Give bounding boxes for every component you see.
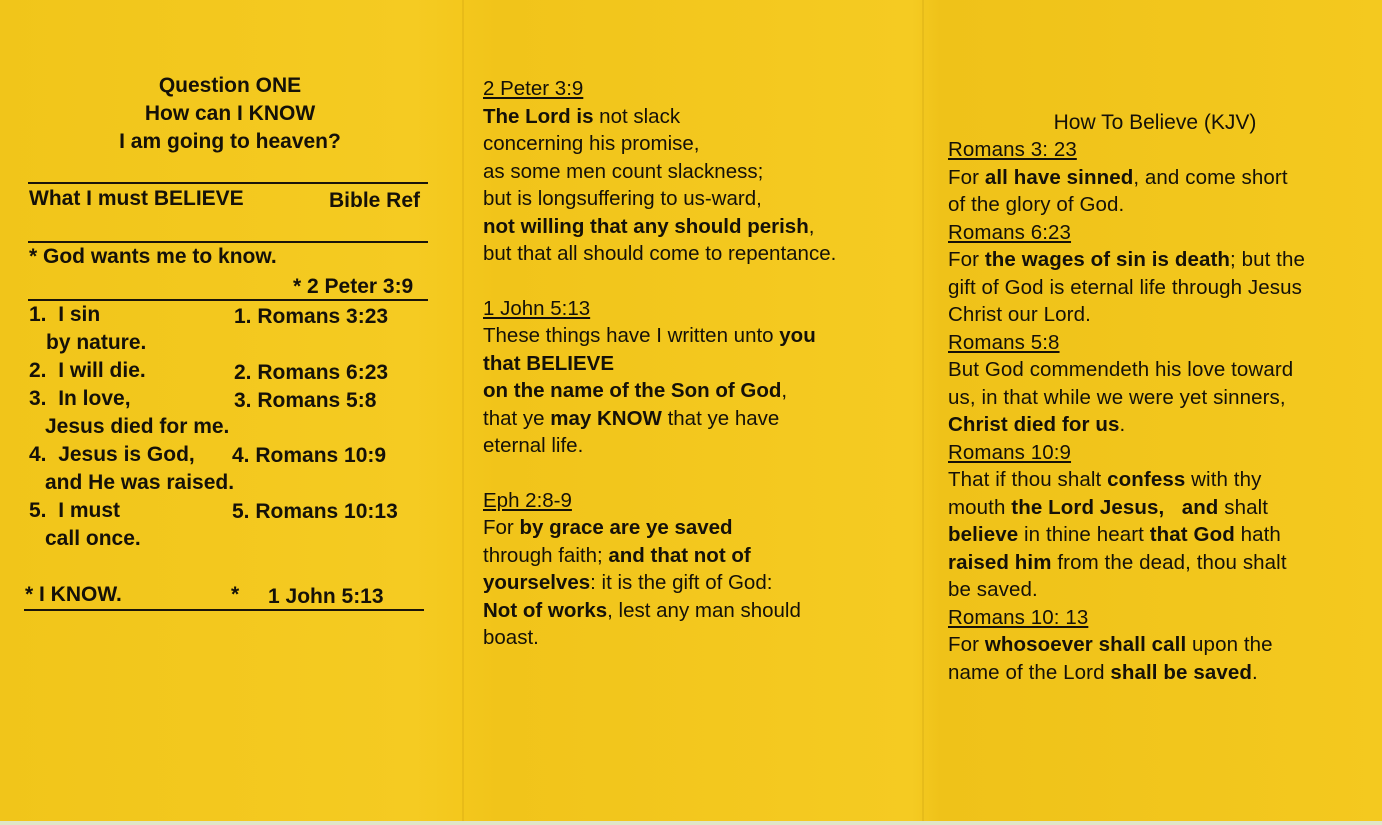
verse-text: But God commendeth his love toward	[948, 358, 1294, 381]
verse-text: ,	[781, 379, 788, 402]
verse-line	[483, 569, 836, 597]
verse-romans-10-9	[948, 466, 1305, 604]
verse-line	[483, 213, 836, 241]
verse-text: .	[1119, 413, 1126, 436]
verse-text: eternal life.	[483, 434, 584, 457]
footer-reference: 1 John 5:13	[268, 585, 384, 608]
verse-text: boast.	[483, 626, 539, 649]
verse-romans-5-8	[948, 356, 1305, 439]
verse-text: be saved.	[948, 578, 1038, 601]
item-3-ref: 3. Romans 5:8	[234, 389, 377, 412]
item-number: 2.	[29, 359, 47, 382]
item-4-ref: 4. Romans 10:9	[232, 444, 387, 467]
verse-line	[483, 240, 836, 268]
header-left: What I must BELIEVE	[29, 187, 244, 210]
verse-text: For	[483, 516, 520, 539]
verse-line	[483, 432, 836, 460]
verse-text: For	[948, 165, 985, 189]
item-text: Jesus is God,	[58, 443, 195, 466]
verse-line	[483, 624, 836, 652]
item-1	[29, 301, 100, 329]
verse-text: but that all should come to repentance.	[483, 242, 837, 265]
verse-text-bold: the wages of sin is death	[984, 248, 1230, 271]
verse-line	[948, 164, 1305, 192]
verse-text: These things have I written unto	[483, 324, 780, 347]
verse-line	[483, 405, 836, 433]
verse-text: upon the	[1186, 633, 1273, 656]
verse-text: concerning his promise,	[483, 132, 700, 155]
verse-text: hath	[1234, 523, 1281, 546]
verse-text: that ye have	[661, 406, 780, 430]
verse-line	[948, 631, 1305, 659]
verse-text: that ye	[483, 406, 551, 430]
verse-line	[483, 377, 836, 405]
verse-text: .	[1251, 660, 1258, 684]
verse-romans-6-23	[948, 246, 1305, 329]
verse-line	[483, 322, 836, 350]
verse-ref-romans-5-8: Romans 5:8	[948, 330, 1060, 354]
panel1-title	[30, 72, 430, 156]
verse-line	[948, 521, 1305, 549]
verse-text: us, in that while we were yet sinners,	[948, 385, 1286, 409]
item-1-ref: 1. Romans 3:23	[234, 305, 389, 328]
verse-text: , and come short	[1133, 165, 1288, 189]
verse-line	[483, 185, 836, 213]
verse-text: Christ our Lord.	[948, 303, 1091, 326]
verse-line	[483, 542, 836, 570]
verse-text-bold: all have sinned	[984, 165, 1134, 189]
verse-text-bold: that BELIEVE	[483, 351, 614, 375]
verse-text-bold: by grace are ye saved	[519, 516, 733, 539]
item-number: 4.	[29, 443, 47, 466]
item-4	[29, 441, 195, 469]
intro-reference: * 2 Peter 3:9	[293, 275, 414, 298]
verse-text: not slack	[593, 104, 681, 128]
item-5	[29, 497, 120, 525]
verse-line	[948, 411, 1305, 439]
verse-ref-2-peter-3-9: 2 Peter 3:9	[483, 77, 584, 100]
verse-text-bold: and	[1181, 495, 1219, 519]
verse-text-bold: you	[779, 324, 816, 347]
item-number: 5.	[29, 499, 47, 522]
footer-statement: * I KNOW.	[25, 583, 122, 606]
verse-line	[948, 466, 1305, 494]
verse-text-bold: not willing that any should perish	[483, 214, 809, 238]
item-1-cont: by nature.	[46, 331, 147, 354]
verse-text: from the dead, thou shalt	[1051, 550, 1287, 574]
verse-line	[483, 158, 836, 186]
item-2	[29, 357, 146, 385]
item-3	[29, 385, 131, 413]
verse-line	[483, 597, 836, 625]
verse-text-bold: that God	[1149, 523, 1235, 546]
item-5-cont: call once.	[45, 527, 141, 550]
verse-ref-romans-3-23: Romans 3: 23	[948, 138, 1077, 161]
verse-text-bold: may KNOW	[550, 406, 662, 430]
verse-text-bold: yourselves	[483, 571, 591, 594]
verse-line	[948, 576, 1305, 604]
title-line: Question ONE	[158, 74, 302, 97]
verse-text: ; but the	[1230, 248, 1305, 271]
item-text: I will die.	[58, 359, 146, 382]
verse-ref-romans-10-13: Romans 10: 13	[948, 605, 1089, 629]
verse-text: ,	[808, 214, 815, 238]
verse-text: but is longsuffering to us-ward,	[483, 187, 762, 210]
verse-line	[948, 494, 1305, 522]
panel2-verses	[483, 75, 836, 652]
verse-text-bold: confess	[1107, 468, 1186, 491]
verse-text-bold: and that not of	[608, 543, 751, 567]
verse-ref-romans-10-9: Romans 10:9	[948, 440, 1072, 464]
panel3-title: How To Believe (KJV)	[1053, 111, 1257, 134]
verse-line	[948, 356, 1305, 384]
verse-text-bold: shall be saved	[1110, 660, 1252, 684]
fold-line-right	[922, 0, 924, 821]
verse-text: as some men count slackness;	[483, 159, 764, 183]
intro-statement: * God wants me to know.	[29, 245, 277, 268]
panel3-verses	[948, 136, 1305, 686]
item-number: 1.	[29, 303, 47, 326]
verse-text-bold: Christ died for us	[948, 413, 1120, 436]
verse-text: in thine heart	[1018, 523, 1150, 546]
verse-text: through faith;	[483, 543, 609, 567]
verse-ref-1-john-5-13: 1 John 5:13	[483, 296, 591, 320]
verse-text-bold: the Lord Jesus,	[1011, 495, 1165, 519]
verse-text: name of the Lord	[948, 660, 1111, 684]
rule-footer	[24, 609, 424, 611]
verse-text: with thy	[1185, 468, 1262, 491]
footer-star: *	[231, 583, 240, 606]
verse-line	[948, 659, 1305, 687]
rule-top	[28, 182, 428, 184]
verse-text-bold: on the name of the Son of God	[483, 379, 782, 402]
verse-line	[948, 301, 1305, 329]
verse-ref-eph-2-8-9: Eph 2:8-9	[483, 488, 572, 512]
verse-line	[483, 350, 836, 378]
verse-text: mouth	[948, 495, 1012, 519]
verse-text: of the glory of God.	[948, 193, 1125, 216]
item-4-cont: and He was raised.	[45, 471, 235, 494]
verse-line	[483, 130, 836, 158]
verse-line	[483, 103, 836, 131]
verse-text: For	[948, 248, 985, 271]
verse-line	[948, 549, 1305, 577]
verse-text-bold: believe	[948, 523, 1019, 546]
verse-eph-2-8-9	[483, 514, 836, 652]
verse-text-bold: The Lord is	[483, 104, 594, 128]
item-text: I sin	[58, 303, 101, 326]
header-right: Bible Ref	[329, 189, 421, 212]
verse-romans-3-23	[948, 164, 1305, 219]
item-text: I must	[58, 499, 121, 522]
fold-line-left	[462, 0, 464, 821]
verse-1-john-5-13	[483, 322, 836, 460]
verse-text-bold: Not of works	[483, 598, 608, 622]
verse-text: That if thou shalt	[948, 468, 1108, 491]
item-text: In love,	[58, 387, 131, 410]
verse-line	[948, 191, 1305, 219]
item-number: 3.	[29, 387, 47, 410]
verse-text	[1164, 496, 1181, 519]
verse-text-bold: whosoever shall call	[984, 633, 1187, 656]
verse-romans-10-13	[948, 631, 1305, 686]
item-5-ref: 5. Romans 10:13	[232, 500, 398, 523]
verse-text: gift of God is eternal life through Jesus	[948, 275, 1302, 299]
verse-text-bold: raised him	[948, 550, 1052, 574]
verse-text: : it is the gift of God:	[590, 571, 773, 594]
verse-line	[948, 246, 1305, 274]
verse-2-peter-3-9	[483, 103, 836, 268]
title-line: I am going to heaven?	[119, 130, 341, 153]
verse-ref-romans-6-23: Romans 6:23	[948, 220, 1072, 244]
verse-line	[483, 514, 836, 542]
title-line: How can I KNOW	[144, 102, 316, 125]
item-3-cont: Jesus died for me.	[45, 415, 230, 438]
verse-text: , lest any man should	[607, 598, 801, 622]
verse-line	[948, 384, 1305, 412]
verse-text: For	[948, 633, 985, 656]
verse-line	[948, 274, 1305, 302]
item-2-ref: 2. Romans 6:23	[234, 361, 389, 384]
verse-text: shalt	[1218, 495, 1269, 519]
